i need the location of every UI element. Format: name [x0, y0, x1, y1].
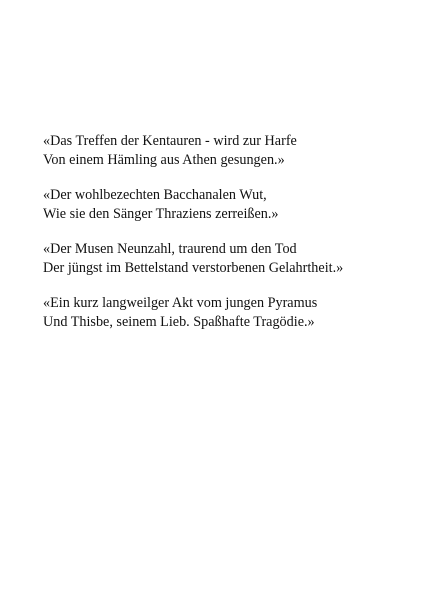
stanza-3 [43, 240, 413, 278]
verse-line: «Das Treffen der Kentauren - wird zur Harfe [43, 133, 297, 149]
verse-line: «Der wohlbezechten Bacchanalen Wut, [43, 187, 267, 203]
verse-line: «Ein kurz langweilger Akt vom jungen Pyramus [43, 295, 318, 311]
verse-line: Und Thisbe, seinem Lieb. Spaßhafte Tragödie.» [43, 314, 315, 330]
verse-line: Der jüngst im Bettelstand verstorbenen Gelahrtheit.» [43, 260, 344, 276]
stanza-1 [43, 132, 413, 170]
verse-block [43, 132, 413, 348]
verse-line: «Der Musen Neunzahl, traurend um den Tod [43, 241, 297, 257]
verse-line: Wie sie den Sänger Thraziens zerreißen.» [43, 206, 279, 222]
stanza-4 [43, 294, 413, 332]
stanza-2 [43, 186, 413, 224]
verse-line: Von einem Hämling aus Athen gesungen.» [43, 152, 285, 168]
